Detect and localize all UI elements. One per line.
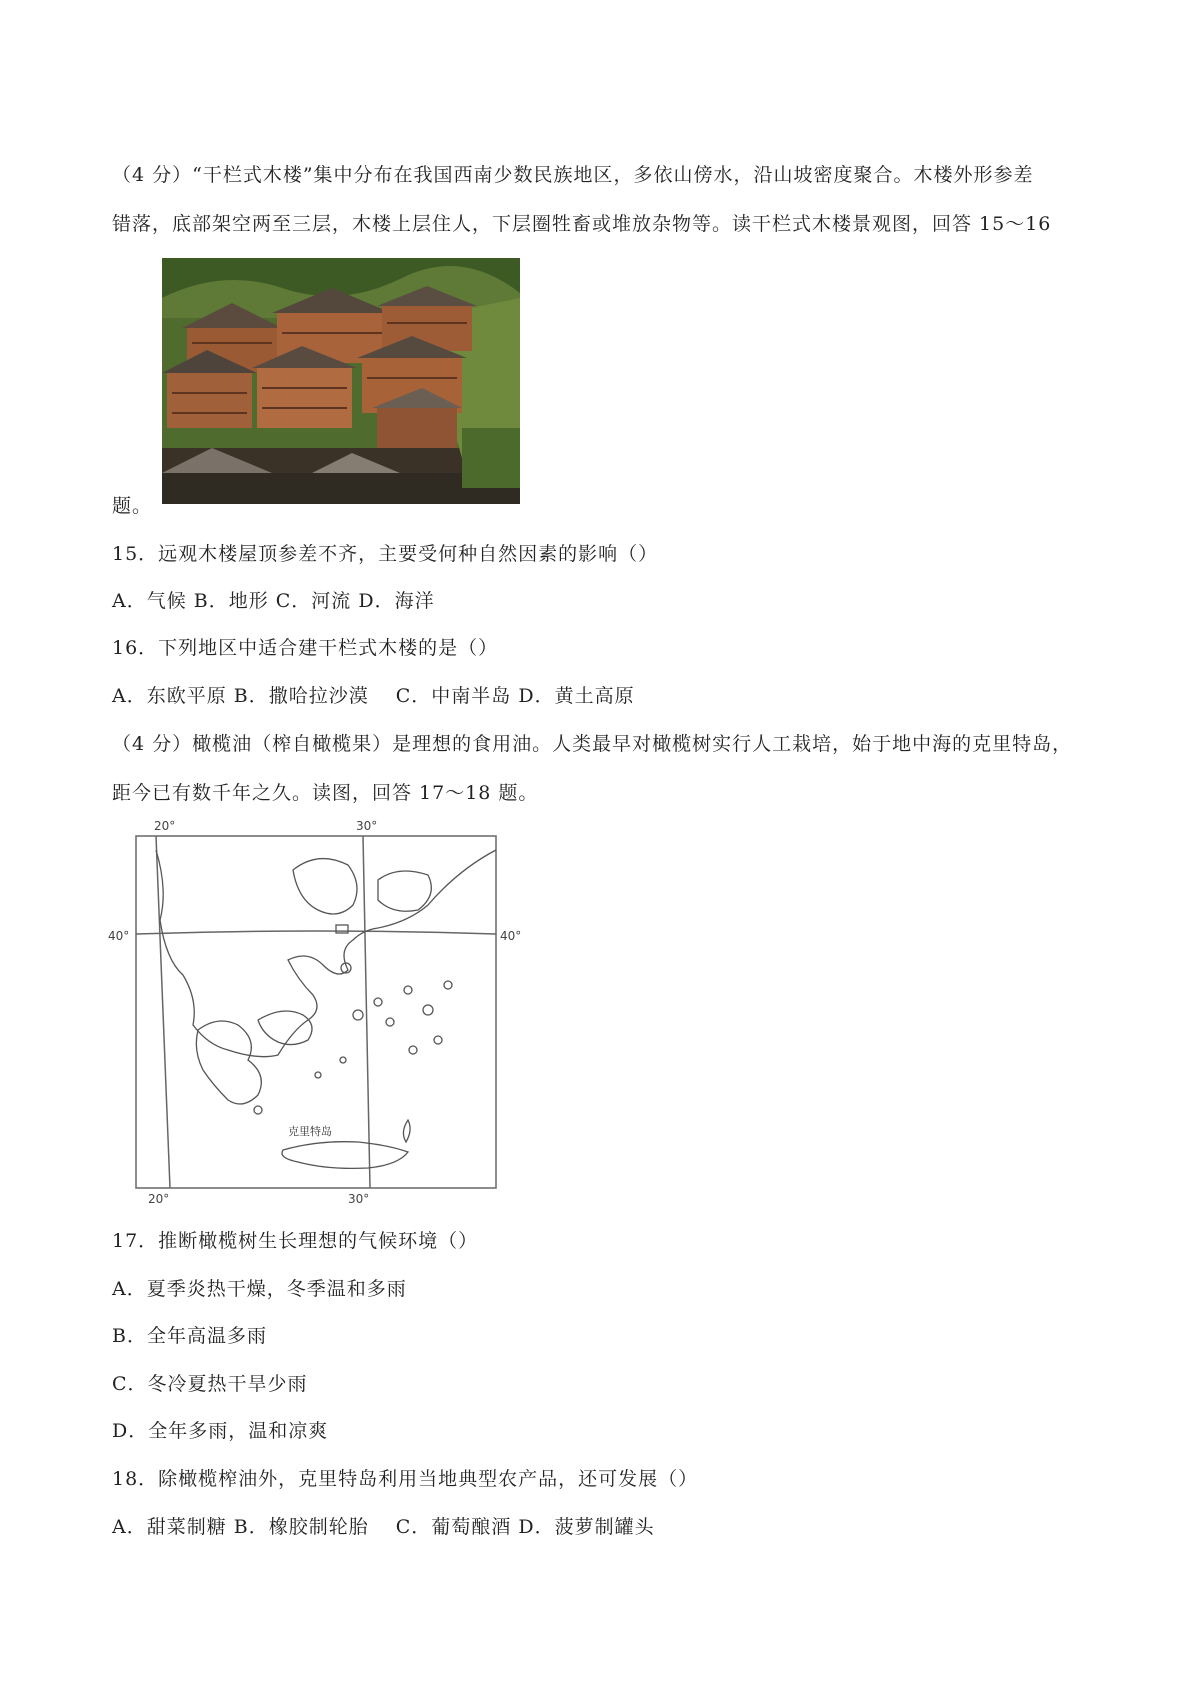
crete-map [108,810,522,1210]
q17-option-c: C．冬冷夏热干旱少雨 [112,1373,308,1395]
stilt-house-photo [162,258,520,504]
lat-label-right: 40° [500,929,522,943]
q15-stem: 15．远观木楼屋顶参差不齐，主要受何种自然因素的影响（） [112,543,659,565]
lon-label-bottom-left: 20° [148,1192,170,1206]
section1-intro-line3: 题。 [112,495,153,517]
lon-label-top-right: 30° [356,819,378,833]
q17-option-d: D．全年多雨，温和凉爽 [112,1420,329,1442]
stilt-house-illustration [162,258,520,504]
section2-intro-line1: （4 分）橄榄油（榨自橄榄果）是理想的食用油。人类最早对橄榄树实行人工栽培，始于地中海的克里特岛， [112,733,1073,755]
q17-option-b: B．全年高温多雨 [112,1325,267,1347]
q15-options: A．气候 B．地形 C．河流 D．海洋 [112,590,435,612]
q17-option-a: A．夏季炎热干燥，冬季温和多雨 [112,1278,407,1300]
crete-map-drawing [108,810,522,1210]
section1-intro-line2: 错落，底部架空两至三层，木楼上层住人，下层圈牲畜或堆放杂物等。读干栏式木楼景观图，回答 15～16 [112,213,1052,235]
section1-intro-line1: （4 分）“干栏式木楼”集中分布在我国西南少数民族地区，多依山傍水，沿山坡密度聚合。木楼外形参差 [112,164,1034,186]
lon-label-top-left: 20° [154,819,176,833]
q18-stem: 18．除橄榄榨油外，克里特岛利用当地典型农产品，还可发展（） [112,1468,699,1490]
q16-stem: 16．下列地区中适合建干栏式木楼的是（） [112,637,499,659]
lon-label-bottom-right: 30° [348,1192,370,1206]
q17-stem: 17．推断橄榄树生长理想的气候环境（） [112,1230,479,1252]
crete-island-label: 克里特岛 [288,1125,332,1138]
q18-options: A．甜菜制糖 B．橡胶制轮胎 C．葡萄酿酒 D．菠萝制罐头 [112,1516,655,1538]
q16-options: A．东欧平原 B．撒哈拉沙漠 C．中南半岛 D．黄土高原 [112,685,635,707]
section2-intro-line2: 距今已有数千年之久。读图，回答 17～18 题。 [112,782,539,804]
lat-label-left: 40° [108,929,130,943]
